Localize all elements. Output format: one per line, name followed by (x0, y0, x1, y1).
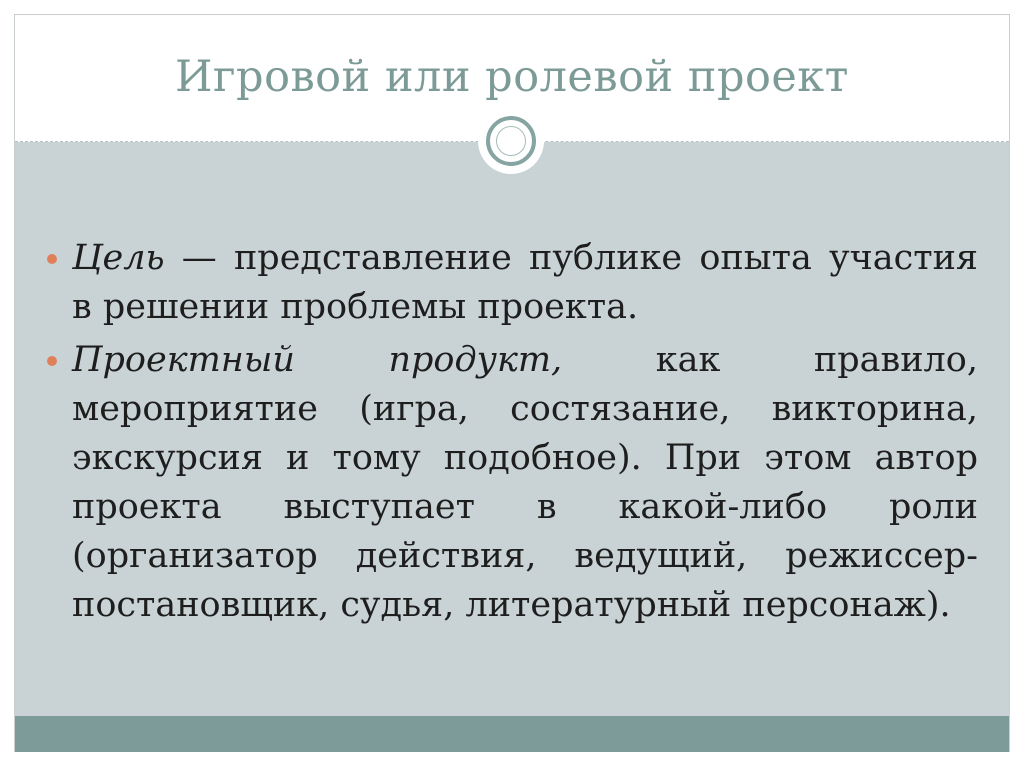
bullet-item-product (72, 336, 978, 630)
bullet-dot-icon (47, 356, 57, 366)
ring-inner (496, 126, 526, 156)
bullet-list (72, 234, 978, 634)
bullet-item-goal (72, 234, 978, 332)
footer-bar (15, 716, 1009, 752)
bullet-lead: Цель (72, 238, 165, 278)
bullet-text: — представление публике опыта участия в решении проблемы проекта. (72, 238, 978, 327)
ring-icon (486, 116, 536, 166)
bullet-dot-icon (47, 254, 57, 264)
bullet-text: как правило, мероприятие (игра, состязание, викторина, экскурсия и тому подобное). При этом автор проекта выступает в какой-либо роли (организатор действия, ведущий, режиссер-постановщик, судья, литературный персонаж). (72, 340, 978, 625)
bullet-lead: Проектный продукт, (72, 340, 563, 380)
slide-title: Игровой или ролевой проект (175, 52, 849, 102)
